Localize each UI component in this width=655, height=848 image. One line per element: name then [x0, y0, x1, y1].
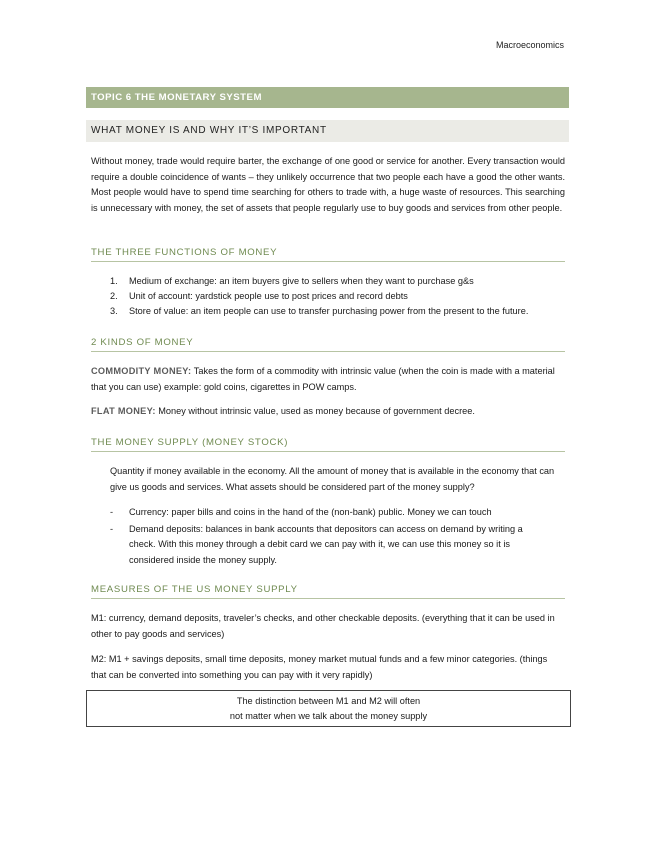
list-item — [110, 522, 550, 569]
list-item-text: Unit of account: yardstick people use to post prices and record debts — [129, 291, 408, 301]
list-item — [110, 289, 570, 304]
flat-money-text: Money without intrinsic value, used as money because of government decree. — [155, 406, 475, 416]
note-line-1: The distinction between M1 and M2 will often — [236, 696, 421, 706]
note-box — [86, 690, 571, 727]
flat-money-paragraph — [91, 404, 565, 420]
flat-money-term: FLAT MONEY: — [91, 406, 156, 416]
list-item — [110, 304, 570, 319]
money-supply-list — [110, 505, 550, 569]
m2-paragraph: M2: M1 + savings deposits, small time deposits, money market mutual funds and a few minor categories. (things that can be converted into something you can pay with it very rapidly) — [91, 654, 548, 680]
list-item — [110, 505, 550, 521]
list-item — [110, 274, 570, 289]
money-supply-intro: Quantity if money available in the economy. All the amount of money that is available in the economy that can give us goods and services. What assets should be considered part of the money supply? — [110, 466, 555, 492]
heading-measures-money-supply: MEASURES OF THE US MONEY SUPPLY — [91, 584, 565, 599]
list-number: 3. — [110, 306, 118, 316]
commodity-money-term: COMMODITY MONEY: — [91, 366, 192, 376]
list-number: 2. — [110, 291, 118, 301]
note-line-2: not matter when we talk about the money supply — [229, 711, 428, 721]
list-item-text: Demand deposits: balances in bank accounts that depositors can access on demand by writing a check. With this money through a debit card we can pay with it, we can use this money so it is considered inside the money supply. — [129, 523, 523, 565]
list-item-text: Medium of exchange: an item buyers give to sellers when they want to purchase g&s — [129, 276, 474, 286]
m1-paragraph: M1: currency, demand deposits, traveler’s checks, and other checkable deposits. (everything that it can be used in other to pay goods and services) — [91, 613, 555, 639]
functions-list — [110, 274, 570, 319]
list-item-text: Currency: paper bills and coins in the hand of the (non-bank) public. Money we can touch — [129, 507, 492, 517]
heading-three-functions: THE THREE FUNCTIONS OF MONEY — [91, 247, 565, 262]
heading-money-supply: THE MONEY SUPPLY (MONEY STOCK) — [91, 437, 565, 452]
commodity-money-text: Takes the form of a commodity with intrinsic value (when the coin is made with a material that you can use) example: gold coins, cigarettes in POW camps. — [91, 366, 555, 392]
topic-title-bar: TOPIC 6 THE MONETARY SYSTEM — [86, 87, 569, 108]
list-dash: - — [110, 523, 114, 534]
list-dash: - — [110, 507, 114, 517]
intro-paragraph: Without money, trade would require barter, the exchange of one good or service for another. Every transaction would require a double coincidence of wants – they unlikely occurrence that two people each have a good the other wants. Most people would have to spend time searching for others to trade with, a huge waste of resources. This searching is unnecessary with money, the set of assets that people regularly use to buy goods and services from other people. — [91, 156, 565, 214]
commodity-money-paragraph — [91, 364, 565, 395]
running-header: Macroeconomics — [495, 40, 564, 50]
heading-kinds-of-money: 2 KINDS OF MONEY — [91, 337, 565, 352]
list-number: 1. — [110, 276, 118, 286]
section-heading-what-money-is: WHAT MONEY IS AND WHY IT’S IMPORTANT — [86, 120, 569, 142]
list-item-text: Store of value: an item people can use to transfer purchasing power from the present to the future. — [129, 306, 529, 316]
